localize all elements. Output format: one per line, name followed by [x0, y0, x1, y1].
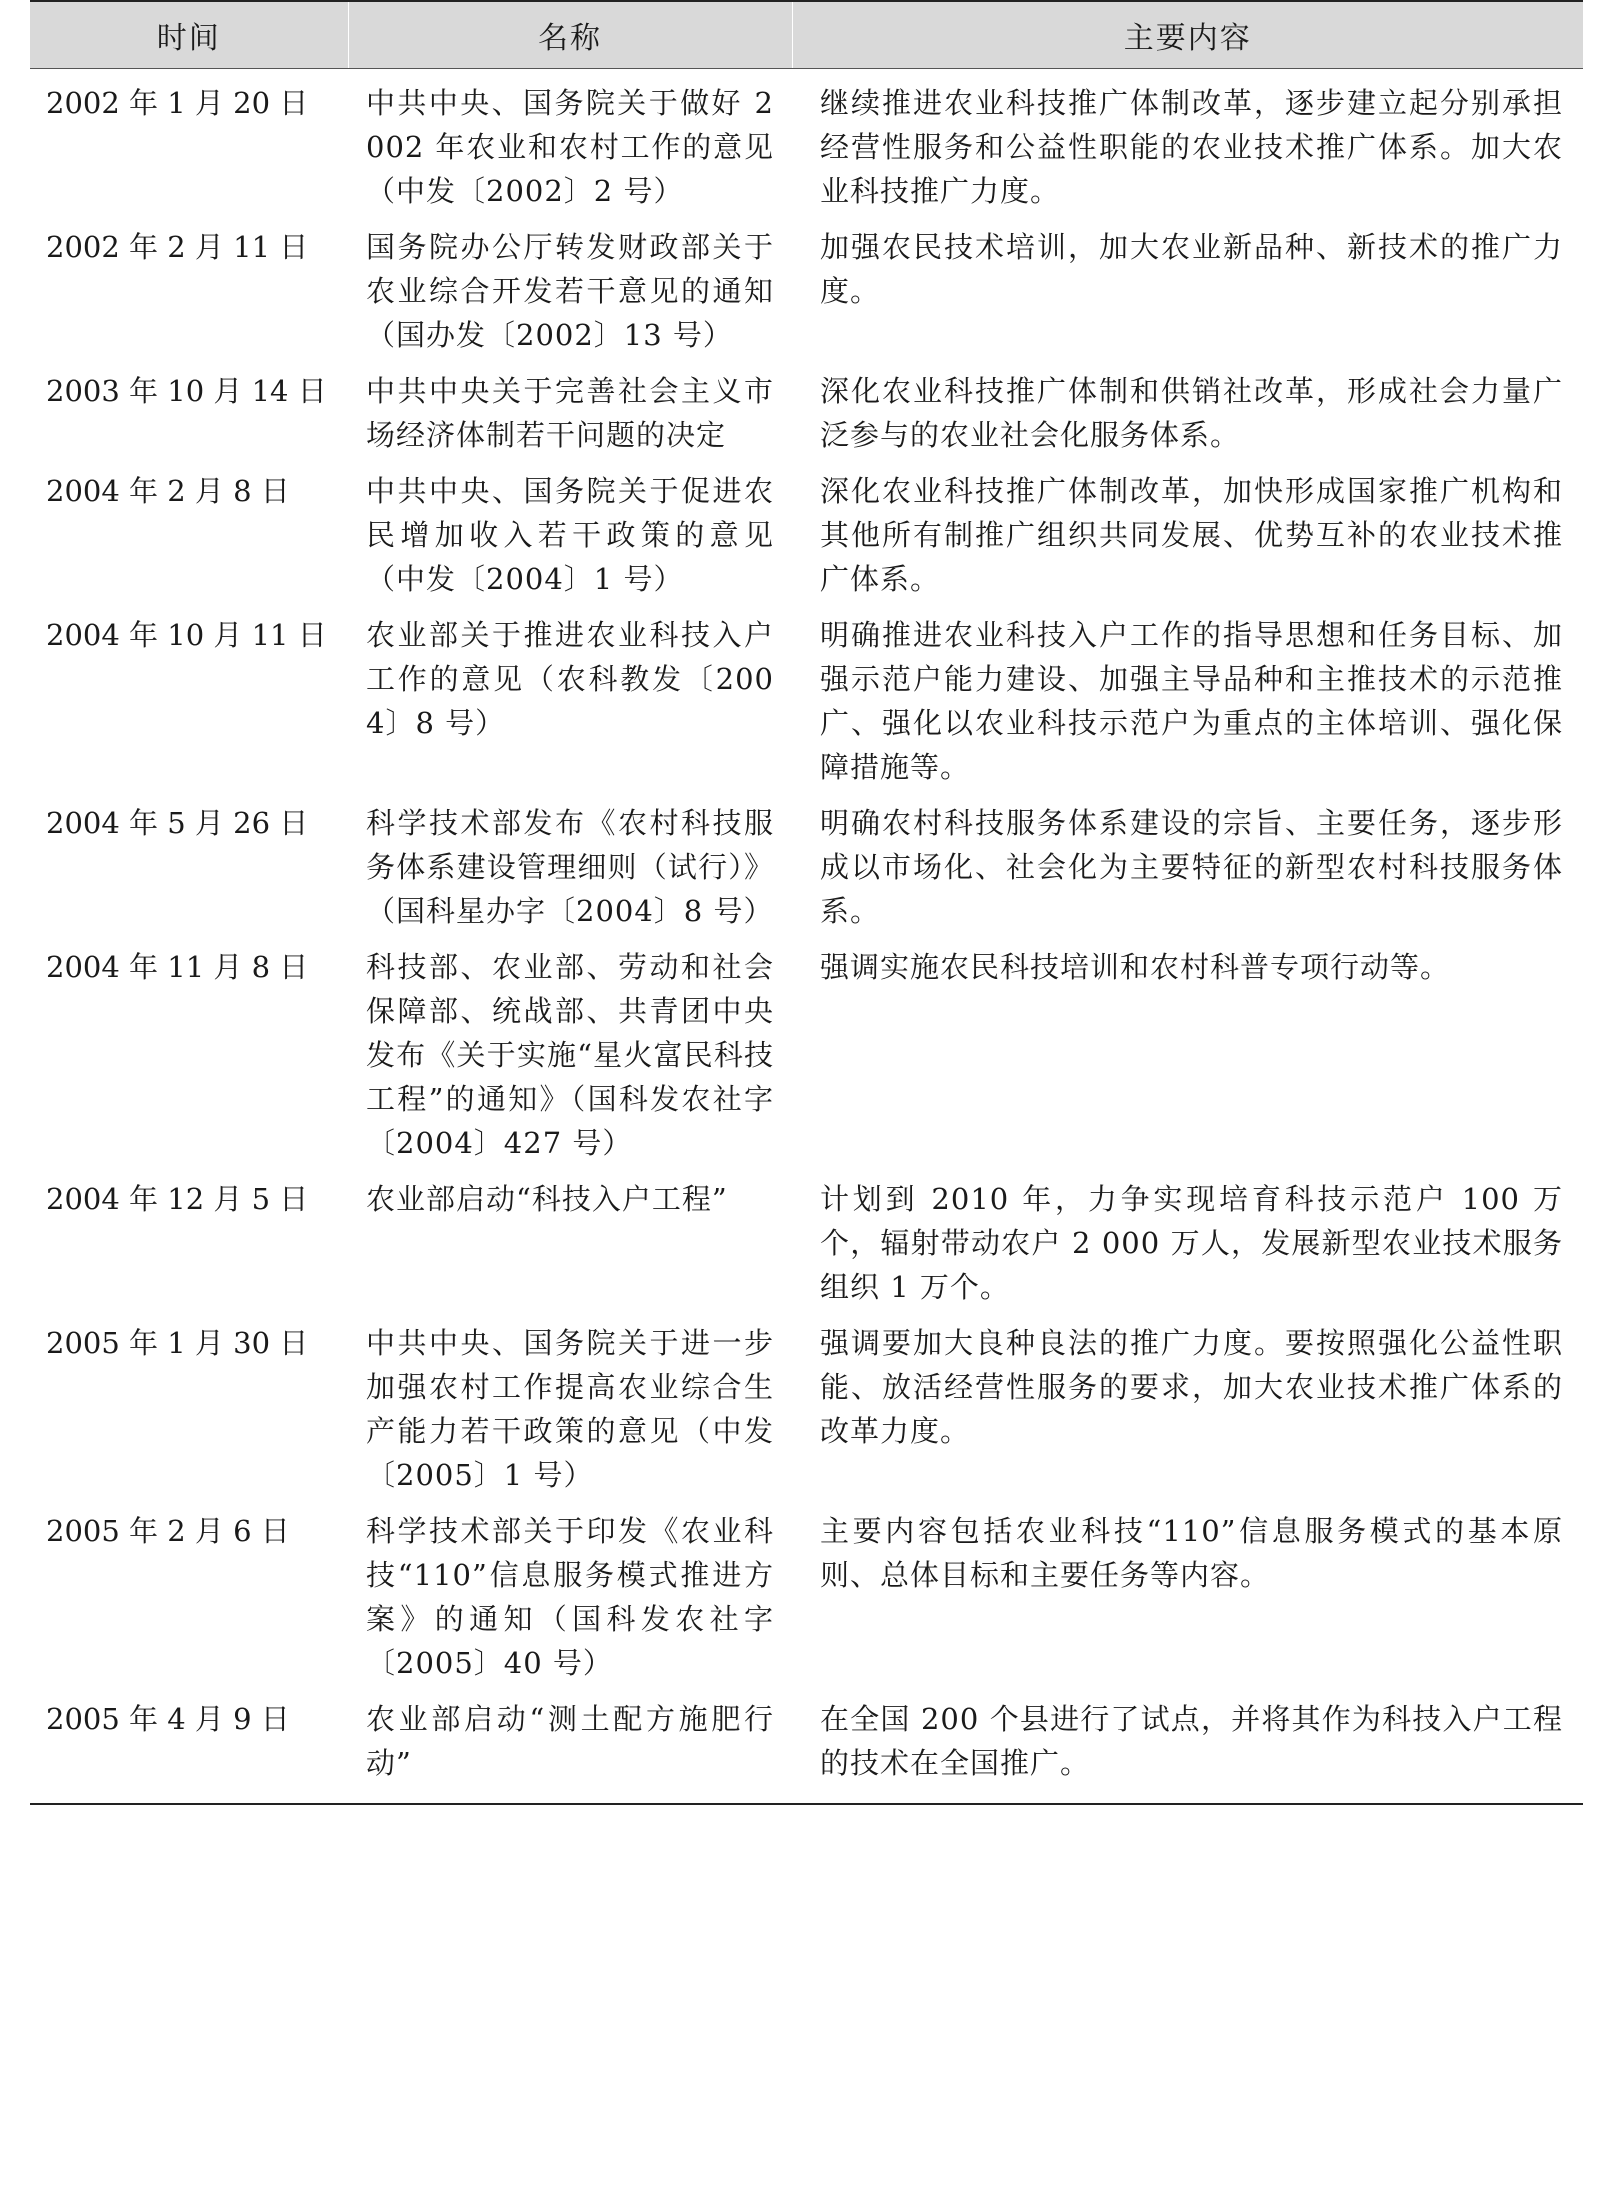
content-cell: 明确农村科技服务体系建设的宗旨、主要任务，逐步形成以市场化、社会化为主要特征的新型农村科技服务体系。: [820, 806, 1563, 928]
table-row: [30, 1165, 1583, 1309]
content-cell: 加强农民技术培训，加大农业新品种、新技术的推广力度。: [820, 230, 1563, 308]
name-cell: 农业部启动“科技入户工程”: [366, 1182, 728, 1216]
content-cell: 深化农业科技推广体制改革，加快形成国家推广机构和其他所有制推广组织共同发展、优势互补的农业技术推广体系。: [820, 474, 1563, 596]
date-cell: 2004 年 2 月 8 日: [46, 474, 290, 508]
date-cell: 2002 年 1 月 20 日: [46, 86, 309, 120]
table-row: [30, 601, 1583, 789]
content-cell: 主要内容包括农业科技“110”信息服务模式的基本原则、总体目标和主要任务等内容。: [820, 1514, 1563, 1592]
table-row: [30, 213, 1583, 357]
content-cell: 继续推进农业科技推广体制改革，逐步建立起分别承担经营性服务和公益性职能的农业技术推广体系。加大农业科技推广力度。: [820, 86, 1563, 208]
table-row: [30, 789, 1583, 933]
name-cell: 农业部关于推进农业科技入户工作的意见（农科教发〔2004〕8 号）: [366, 618, 774, 740]
content-cell: 强调要加大良种良法的推广力度。要按照强化公益性职能、放活经营性服务的要求，加大农业技术推广体系的改革力度。: [820, 1326, 1563, 1448]
content-cell: 计划到 2010 年，力争实现培育科技示范户 100 万个，辐射带动农户 2 000 万人，发展新型农业技术服务组织 1 万个。: [820, 1182, 1563, 1304]
name-cell: 科学技术部发布《农村科技服务体系建设管理细则（试行）》（国科星办字〔2004〕8 号）: [366, 806, 774, 928]
table-header: [30, 1, 1583, 69]
table-row: [30, 933, 1583, 1165]
date-cell: 2003 年 10 月 14 日: [46, 374, 327, 408]
date-cell: 2004 年 10 月 11 日: [46, 618, 327, 652]
content-cell: 明确推进农业科技入户工作的指导思想和任务目标、加强示范户能力建设、加强主导品种和主推技术的示范推广、强化以农业科技示范户为重点的主体培训、强化保障措施等。: [820, 618, 1563, 784]
date-cell: 2004 年 12 月 5 日: [46, 1182, 309, 1216]
name-cell: 科学技术部关于印发《农业科技“110”信息服务模式推进方案》的通知（国科发农社字〔2005〕40 号）: [366, 1514, 774, 1680]
name-cell: 中共中央、国务院关于进一步加强农村工作提高农业综合生产能力若干政策的意见（中发〔2005〕1 号）: [366, 1326, 774, 1492]
table-row: [30, 357, 1583, 457]
header-name: 名称: [348, 1, 792, 69]
table-row: [30, 1497, 1583, 1685]
date-cell: 2005 年 1 月 30 日: [46, 1326, 309, 1360]
date-cell: 2002 年 2 月 11 日: [46, 230, 309, 264]
date-cell: 2005 年 2 月 6 日: [46, 1514, 290, 1548]
name-cell: 科技部、农业部、劳动和社会保障部、统战部、共青团中央发布《关于实施“星火富民科技工程”的通知》（国科发农社字〔2004〕427 号）: [366, 950, 774, 1160]
table-row: [30, 1685, 1583, 1804]
name-cell: 国务院办公厅转发财政部关于农业综合开发若干意见的通知（国办发〔2002〕13 号）: [366, 230, 774, 352]
table-row: [30, 1309, 1583, 1497]
date-cell: 2004 年 11 月 8 日: [46, 950, 309, 984]
table-row: [30, 69, 1583, 214]
content-cell: 深化农业科技推广体制和供销社改革，形成社会力量广泛参与的农业社会化服务体系。: [820, 374, 1563, 452]
header-content: 主要内容: [792, 1, 1583, 69]
document-page: [30, 0, 1583, 1805]
policy-table: [30, 0, 1583, 1805]
header-row: [30, 1, 1583, 69]
header-date: 时间: [30, 1, 348, 69]
date-cell: 2004 年 5 月 26 日: [46, 806, 309, 840]
date-cell: 2005 年 4 月 9 日: [30, 1685, 348, 1804]
name-cell: 农业部启动“测土配方施肥行动”: [348, 1685, 792, 1804]
table-body: [30, 69, 1583, 1805]
content-cell: 在全国 200 个县进行了试点，并将其作为科技入户工程的技术在全国推广。: [792, 1685, 1583, 1804]
content-cell: 强调实施农民科技培训和农村科普专项行动等。: [820, 950, 1451, 984]
name-cell: 中共中央、国务院关于做好 2002 年农业和农村工作的意见（中发〔2002〕2 号）: [366, 86, 774, 208]
table-row: [30, 457, 1583, 601]
name-cell: 中共中央关于完善社会主义市场经济体制若干问题的决定: [366, 374, 774, 452]
name-cell: 中共中央、国务院关于促进农民增加收入若干政策的意见（中发〔2004〕1 号）: [366, 474, 774, 596]
